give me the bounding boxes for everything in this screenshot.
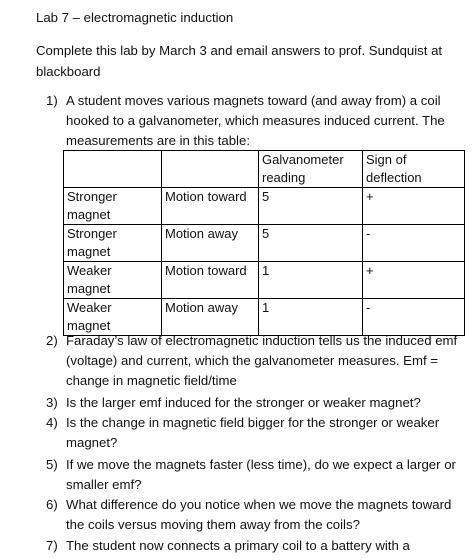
- table-header-cell: [162, 151, 259, 188]
- table-cell: Motion away: [162, 299, 259, 336]
- question-number: 1): [46, 93, 58, 108]
- question-3: [46, 393, 466, 413]
- table-header-cell: Galvanometer reading: [259, 151, 363, 188]
- question-4: [46, 413, 466, 453]
- question-text: What difference do you notice when we move the magnets toward the coils versus moving them away from the coils?: [66, 497, 452, 532]
- table-cell: +: [363, 262, 465, 299]
- question-number: 7): [46, 538, 58, 553]
- table-cell: 5: [259, 225, 363, 262]
- question-number: 2): [46, 333, 58, 348]
- question-text: A student moves various magnets toward (and away from) a coil hooked to a galvanometer, which measures induced current. The measurements are in this table:: [66, 93, 445, 148]
- page-title: Lab 7 – electromagnetic induction: [36, 10, 234, 25]
- table-cell: Stronger magnet: [64, 188, 162, 225]
- table-header-cell: Sign of deflection: [363, 151, 465, 188]
- question-6: [46, 495, 466, 535]
- table-cell: 1: [259, 299, 363, 336]
- question-text: Is the change in magnetic field bigger for the stronger or weaker magnet?: [66, 415, 440, 450]
- table-row: [64, 299, 465, 336]
- table-header-cell: [64, 151, 162, 188]
- table-cell: 5: [259, 188, 363, 225]
- question-text: The student now connects a primary coil to a battery with a: [66, 538, 410, 553]
- table-cell: Weaker magnet: [64, 299, 162, 336]
- question-number: 5): [46, 457, 58, 472]
- question-text: If we move the magnets faster (less time), do we expect a larger or smaller emf?: [66, 457, 456, 492]
- table-cell: -: [363, 225, 465, 262]
- table-row: [64, 188, 465, 225]
- question-1: [46, 91, 461, 151]
- table-row: [64, 225, 465, 262]
- table-cell: -: [363, 299, 465, 336]
- table-cell: Motion toward: [162, 262, 259, 299]
- question-text: Faraday’s law of electromagnetic induction tells us the induced emf (voltage) and current, which the galvanometer measures. Emf = change in magnetic field/time: [66, 333, 458, 388]
- table-cell: Motion away: [162, 225, 259, 262]
- table-cell: +: [363, 188, 465, 225]
- table-cell: 1: [259, 262, 363, 299]
- question-number: 4): [46, 415, 58, 430]
- table-cell: Motion toward: [162, 188, 259, 225]
- question-text: Is the larger emf induced for the stronger or weaker magnet?: [66, 395, 421, 410]
- question-number: 6): [46, 497, 58, 512]
- table-cell: Stronger magnet: [64, 225, 162, 262]
- table-cell: Weaker magnet: [64, 262, 162, 299]
- measurement-table: [63, 150, 465, 336]
- table-header-row: [64, 151, 465, 188]
- table-row: [64, 262, 465, 299]
- question-2: [46, 331, 466, 391]
- question-7: [46, 536, 466, 556]
- question-5: [46, 455, 466, 495]
- intro-text: Complete this lab by March 3 and email answers to prof. Sundquist at blackboard: [36, 43, 443, 79]
- question-number: 3): [46, 395, 58, 410]
